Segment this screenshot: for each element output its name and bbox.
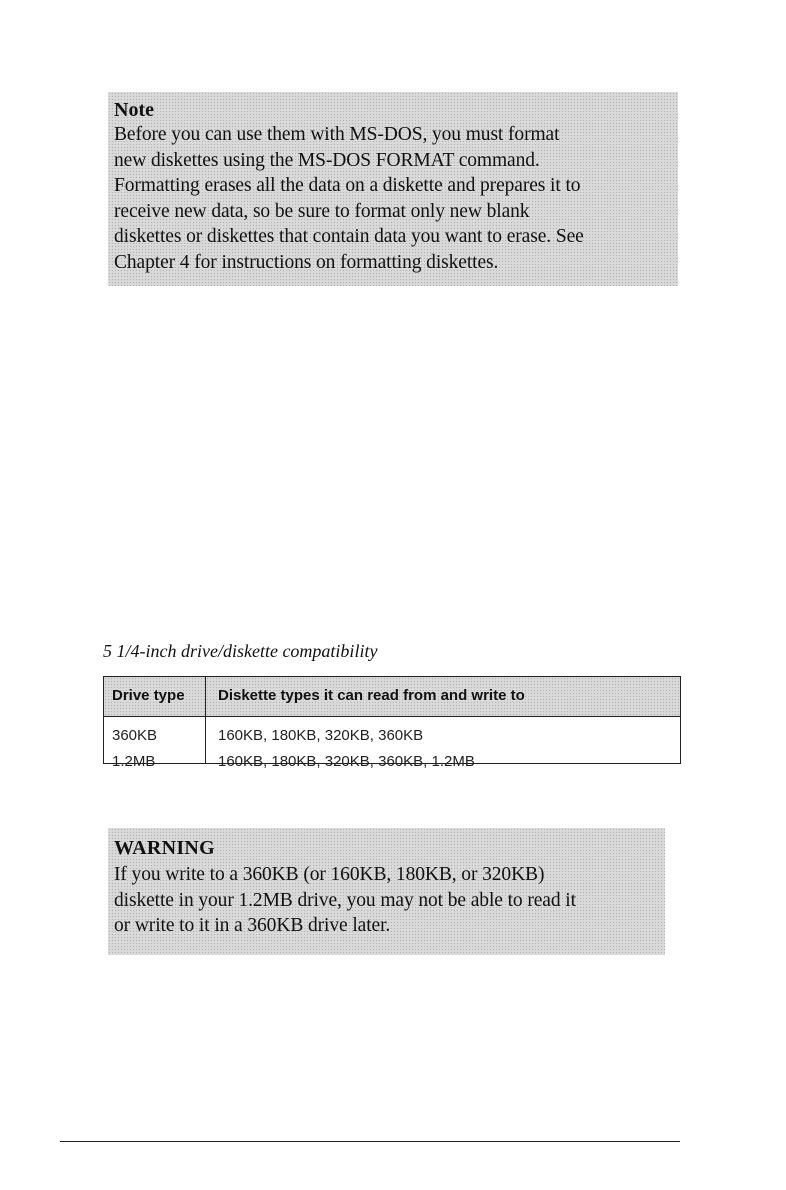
table-caption: 5 1/4-inch drive/diskette compatibility bbox=[103, 641, 378, 661]
warning-box bbox=[108, 828, 665, 955]
note-box bbox=[108, 92, 678, 286]
column-divider bbox=[205, 677, 206, 763]
note-line: receive new data, so be sure to format only new blank bbox=[114, 200, 530, 222]
warning-line: diskette in your 1.2MB drive, you may not be able to read it bbox=[114, 889, 576, 911]
note-line: new diskettes using the MS-DOS FORMAT command. bbox=[114, 149, 540, 171]
table-cell: 360KB bbox=[112, 727, 158, 744]
warning-text bbox=[114, 862, 666, 939]
note-line: diskettes or diskettes that contain data you want to erase. See bbox=[114, 226, 584, 247]
note-line: Chapter 4 for instructions on formatting diskettes. bbox=[114, 251, 499, 273]
warning-line: If you write to a 360KB (or 160KB, 180KB, or 320KB) bbox=[114, 864, 545, 885]
table-cell: 160KB, 180KB, 320KB, 360KB bbox=[218, 727, 424, 744]
footer-rule bbox=[60, 1141, 680, 1142]
warning-title: WARNING bbox=[114, 837, 215, 859]
table-header-drive-type: Drive type bbox=[112, 687, 185, 704]
note-line: Formatting erases all the data on a diskette and prepares it to bbox=[114, 175, 581, 196]
warning-line: or write to it in a 360KB drive later. bbox=[114, 915, 391, 936]
table-header-diskette-types: Diskette types it can read from and write to bbox=[218, 687, 525, 704]
note-line: Before you can use them with MS-DOS, you must format bbox=[114, 124, 560, 145]
note-title: Note bbox=[114, 99, 154, 121]
compatibility-table bbox=[103, 676, 681, 770]
table-cell: 160KB, 180KB, 320KB, 360KB, 1.2MB bbox=[218, 753, 475, 770]
note-text bbox=[114, 122, 674, 275]
table-header-row bbox=[104, 677, 680, 717]
table-cell: 1.2MB bbox=[112, 753, 156, 770]
